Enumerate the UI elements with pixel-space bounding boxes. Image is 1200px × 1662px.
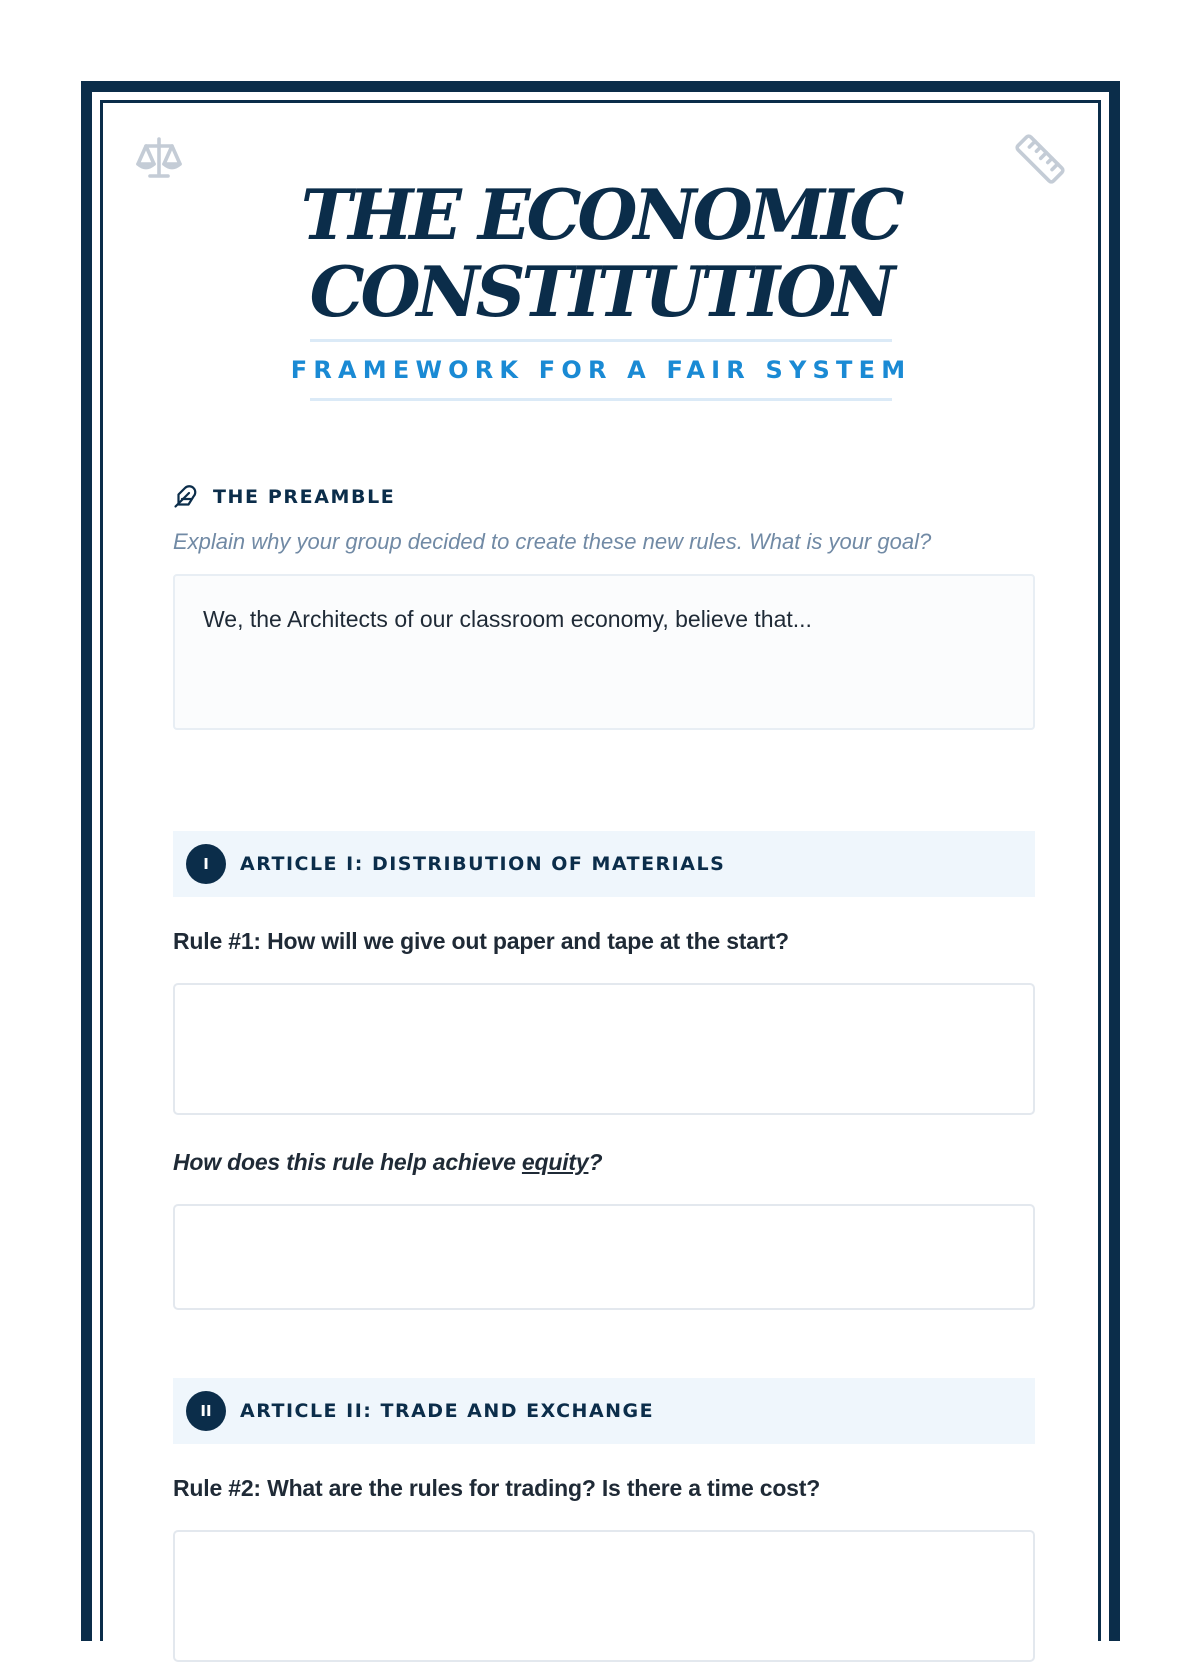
document-frame — [81, 81, 1120, 1641]
title-line-1: THE ECONOMIC — [300, 175, 901, 256]
article-2-section — [173, 1378, 1035, 1444]
frame-gap — [92, 92, 1109, 1641]
article-2-title: ARTICLE II: TRADE AND EXCHANGE — [240, 1400, 655, 1422]
equity-answer-input[interactable] — [173, 1204, 1035, 1310]
document-page — [100, 100, 1101, 1641]
equity-word: equity — [521, 1149, 589, 1175]
rule-2-question: Rule #2: What are the rules for trading? Is there a time cost? — [173, 1475, 821, 1501]
article-2-header — [173, 1378, 1035, 1444]
equity-question — [173, 1149, 1035, 1176]
preamble-input[interactable]: We, the Architects of our classroom economy, believe that... — [173, 574, 1035, 730]
rule-1-question: Rule #1: How will we give out paper and tape at the start? — [173, 928, 789, 954]
page-title — [103, 177, 1098, 331]
preamble-section — [173, 480, 1035, 730]
rule-2-answer-input[interactable] — [173, 1530, 1035, 1662]
subtitle-band — [290, 339, 912, 401]
feather-icon — [173, 484, 199, 510]
rule-1-answer-input[interactable] — [173, 983, 1035, 1115]
article-1-numeral: I — [186, 844, 226, 884]
article-1-title: ARTICLE I: DISTRIBUTION OF MATERIALS — [240, 853, 726, 875]
article-1-section — [173, 831, 1035, 897]
equity-prefix: How does this rule help achieve — [173, 1149, 522, 1175]
preamble-heading — [173, 480, 1035, 514]
preamble-prompt: Explain why your group decided to create these new rules. What is your goal? — [173, 529, 932, 554]
page-subtitle: FRAMEWORK FOR A FAIR SYSTEM — [290, 356, 912, 384]
article-1-header — [173, 831, 1035, 897]
preamble-title: THE PREAMBLE — [213, 486, 396, 508]
article-2-numeral: II — [186, 1391, 226, 1431]
equity-suffix: ? — [588, 1149, 603, 1175]
title-line-2: CONSTITUTION — [309, 252, 892, 333]
